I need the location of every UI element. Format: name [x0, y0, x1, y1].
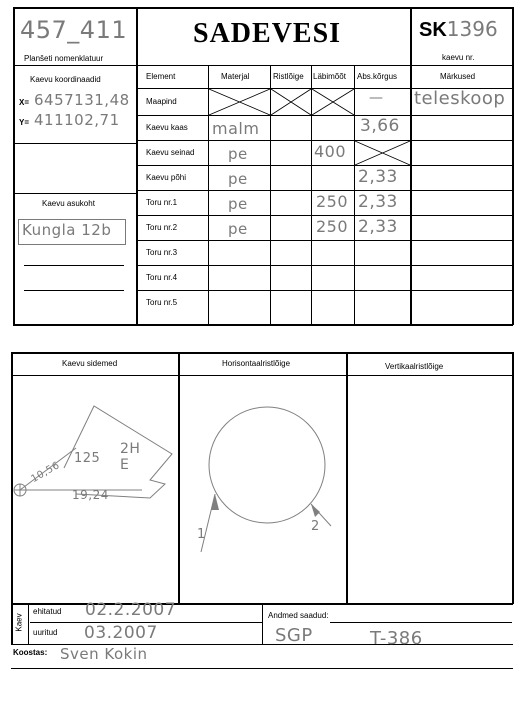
cell-material-walls: pe — [228, 145, 248, 163]
col-header-material: Materjal — [221, 72, 250, 81]
cell-material-pipe2: pe — [228, 220, 248, 238]
crossed-cells — [0, 0, 527, 330]
well-label: kaevu nr. — [442, 53, 475, 62]
data-source-label: Andmed saadud: — [268, 611, 329, 620]
cell-abs-lid: 3,66 — [360, 116, 400, 136]
row-label: Toru nr.2 — [146, 223, 178, 232]
row-label: Kaevu kaas — [146, 123, 188, 132]
surveyed-label: uuritud — [33, 628, 58, 637]
page-title: SADEVESI — [193, 18, 342, 49]
row-label: Toru nr.1 — [146, 198, 178, 207]
cell-material-lid: malm — [212, 119, 260, 138]
sketch-label-1056: 10,56 — [29, 459, 62, 486]
row-label: Maapind — [146, 97, 177, 106]
sketch-label-1924: 19,24 — [72, 488, 109, 502]
coords-label: Kaevu koordinaadid — [30, 75, 101, 84]
col-header-abs-height: Abs.kõrgus — [357, 72, 398, 81]
row-label: Toru nr.3 — [146, 248, 178, 257]
horizontal-section-drawing — [179, 376, 346, 602]
x-value: 6457131,48 — [34, 91, 130, 109]
data-source-value-2: T-386 — [370, 628, 423, 649]
cell-diameter-walls: 400 — [314, 142, 347, 161]
cell-abs-pipe1: 2,33 — [358, 192, 398, 212]
horizontal-section-header: Horisontaalristlõige — [222, 359, 291, 368]
y-label: Y= — [19, 118, 30, 127]
location-value: Kungla 12b — [22, 221, 112, 239]
built-label: ehitatud — [33, 607, 62, 616]
well-prefix: SK — [419, 19, 447, 41]
well-number: 1396 — [446, 17, 498, 41]
data-source-value-1: SGP — [275, 625, 313, 646]
sketch-label-e: E — [120, 457, 130, 473]
cell-notes-ground: teleskoop — [414, 88, 506, 109]
built-value: 02.2.2007 — [85, 600, 177, 620]
cell-abs-pipe2: 2,33 — [358, 217, 398, 237]
cell-material-bottom: pe — [228, 170, 248, 188]
compiler-value: Sven Kokin — [60, 645, 148, 663]
row-label: Kaevu põhi — [146, 173, 187, 182]
y-value: 411102,71 — [34, 111, 120, 129]
sheet-label: Planšeti nomenklatuur — [24, 54, 104, 63]
section-label-1: 1 — [197, 527, 206, 542]
location-label: Kaevu asukoht — [42, 199, 95, 208]
cell-abs-bottom: 2,33 — [358, 167, 398, 187]
sketch-label-125: 125 — [74, 451, 101, 466]
row-label: Kaevu seinad — [146, 148, 195, 157]
surveyed-value: 03.2007 — [84, 623, 158, 643]
cell-material-pipe1: pe — [228, 195, 248, 213]
cell-diameter-pipe1: 250 — [316, 192, 349, 211]
compiler-label: Koostas: — [13, 648, 48, 657]
col-header-notes: Märkused — [440, 72, 476, 81]
vertical-section-header: Vertikaalristlõige — [385, 362, 444, 371]
section-label-2: 2 — [311, 519, 320, 534]
sketch-label-2h: 2H — [120, 441, 141, 457]
col-header-cross-section: Ristlõige — [273, 72, 304, 81]
cell-diameter-pipe2: 250 — [316, 217, 349, 236]
col-header-element: Element — [146, 72, 176, 81]
row-label: Toru nr.5 — [146, 298, 178, 307]
x-label: X= — [19, 98, 30, 107]
col-header-diameter: Läbimõõt — [313, 72, 346, 81]
cell-abs-ground: — — [369, 90, 384, 106]
row-label: Toru nr.4 — [146, 273, 178, 282]
links-header: Kaevu sidemed — [62, 359, 118, 368]
well-side-label: Kaev — [14, 613, 24, 632]
sheet-code: 457_411 — [20, 16, 128, 44]
